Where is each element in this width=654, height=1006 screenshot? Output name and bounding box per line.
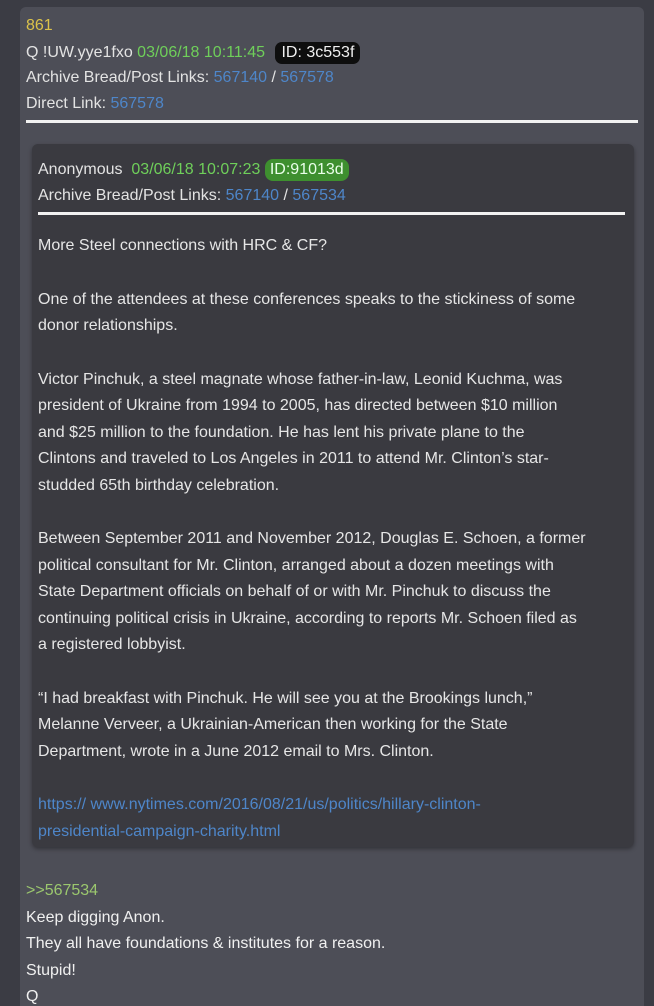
article-link[interactable]: https:// www.nytimes.com/2016/08/21/us/politics/hillary-clinton- presidential-campaign-charity.html xyxy=(38,796,481,840)
archive-label: Archive Bread/Post Links: xyxy=(26,69,210,86)
quoted-archive-link-1[interactable]: 567140 xyxy=(225,187,280,204)
quoted-date: 03/06/18 10:07:23 xyxy=(131,161,261,178)
paragraph: Victor Pinchuk, a steel magnate whose father-in-law, Leonid Kuchma, was president of Ukraine from 1994 to 2005, has directed between $10 million and $25 million to the foundation. He has lent his private plane to the Clintons and traveled to Los Angeles in 2011 to attend Mr. Clinton’s star- studded 65th birthday celebration. xyxy=(38,370,563,494)
archive-separator: / xyxy=(271,69,276,86)
header-divider xyxy=(26,120,638,123)
quoted-archive-line xyxy=(38,186,346,206)
reply-line: Stupid! xyxy=(26,961,76,979)
quoted-archive-link-2[interactable]: 567534 xyxy=(292,187,346,204)
reply-line: They all have foundations & institutes for a reason. xyxy=(26,935,386,952)
post-container xyxy=(20,7,644,1006)
reply-body xyxy=(26,878,385,1006)
quoted-header xyxy=(38,159,349,181)
paragraph: Between September 2011 and November 2012, Douglas E. Schoen, a former political consultant for Mr. Clinton, arranged about a dozen meetings with State Department officials on behalf of or with Mr. Pinchuk to discuss the continuing political crisis in Ukraine, according to reports Mr. Schoen filed as a registered lobbyist. xyxy=(38,530,586,653)
post-number[interactable]: 861 xyxy=(26,17,53,34)
quote-reference-link[interactable]: >>567534 xyxy=(26,882,99,899)
quoted-poster-name: Anonymous xyxy=(38,161,123,178)
paragraph: One of the attendees at these conferences speaks to the stickiness of some donor relationships. xyxy=(38,290,576,334)
paragraph: More Steel connections with HRC & CF? xyxy=(38,237,327,254)
quoted-archive-label: Archive Bread/Post Links: xyxy=(38,187,222,204)
quoted-body xyxy=(38,233,628,872)
quoted-divider xyxy=(38,212,625,215)
post-header xyxy=(26,42,360,64)
tripcode: !UW.yye1fxo xyxy=(42,44,133,61)
quoted-post xyxy=(32,144,634,847)
quoted-id-badge[interactable]: ID:91013d xyxy=(265,159,349,181)
archive-link-2[interactable]: 567578 xyxy=(280,69,334,86)
post-date: 03/06/18 10:11:45 xyxy=(137,44,265,61)
direct-label: Direct Link: xyxy=(26,95,107,112)
archive-link-1[interactable]: 567140 xyxy=(213,69,268,86)
paragraph: “I had breakfast with Pinchuk. He will see you at the Brookings lunch,” Melanne Verveer, a Ukrainian-American then working for the State Department, wrote in a June 2012 email to Mrs. Clinton. xyxy=(38,689,533,760)
post-number-line xyxy=(26,16,53,36)
poster-name: Q xyxy=(26,44,39,61)
archive-links-line xyxy=(26,68,334,88)
quoted-archive-separator: / xyxy=(283,187,288,204)
direct-link[interactable]: 567578 xyxy=(110,95,164,112)
direct-link-line xyxy=(26,94,164,114)
poster-id-badge[interactable]: ID: 3c553f xyxy=(275,42,360,64)
reply-signature: Q xyxy=(26,988,39,1005)
reply-line: Keep digging Anon. xyxy=(26,908,165,926)
